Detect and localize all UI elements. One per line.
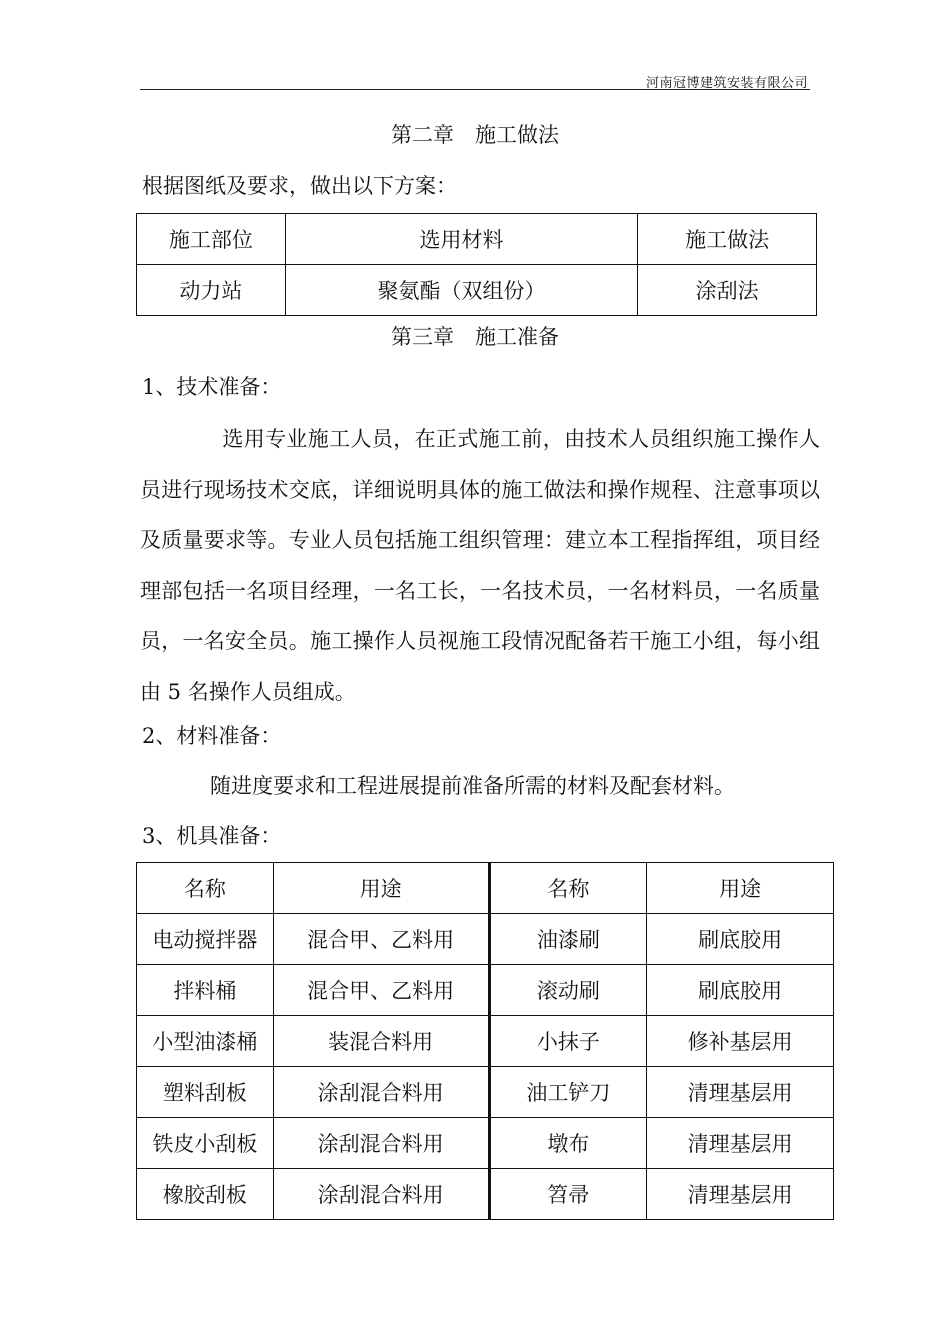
table-cell: 动力站 — [137, 265, 286, 316]
table-header-cell: 施工做法 — [638, 214, 817, 265]
table-header-row — [137, 214, 817, 265]
header-rule — [140, 89, 810, 90]
chapter2-title: 第二章 施工做法 — [391, 123, 559, 147]
table-header-row — [137, 863, 834, 914]
table-cell: 橡胶刮板 — [137, 1169, 274, 1220]
table-header-cell: 用途 — [273, 863, 489, 914]
table-row — [137, 1118, 834, 1169]
table-cell: 油工铲刀 — [489, 1067, 647, 1118]
table-header-cell: 选用材料 — [285, 214, 637, 265]
table-row — [137, 1067, 834, 1118]
table-cell: 修补基层用 — [647, 1016, 834, 1067]
header-company-name: 河南冠博建筑安装有限公司 — [645, 76, 808, 91]
table-cell: 小抹子 — [489, 1016, 647, 1067]
table-cell: 笤帚 — [489, 1169, 647, 1220]
table-cell: 墩布 — [489, 1118, 647, 1169]
section3-heading: 3、机具准备： — [142, 824, 282, 848]
table-cell: 混合甲、乙料用 — [273, 914, 489, 965]
construction-method-table — [136, 213, 817, 316]
table-cell: 铁皮小刮板 — [137, 1118, 274, 1169]
table-cell: 聚氨酯（双组份） — [285, 265, 637, 316]
table-row — [137, 1016, 834, 1067]
table-cell: 涂刮法 — [638, 265, 817, 316]
table-cell: 刷底胶用 — [647, 914, 834, 965]
section1-body-text: 选用专业施工人员，在正式施工前，由技术人员组织施工操作人员进行现场技术交底，详细说明具体的施工做法和操作规程、注意事项以及质量要求等。专业人员包括施工组织管理：建立本工程指挥组，项目经理部包括一名项目经理，一名工长，一名技术员，一名材料员，一名质量员，一名安全员。施工操作人员视施工段情况配备若干施工小组，每小组由 5 名操作人员组成。 — [140, 427, 820, 704]
table-cell: 清理基层用 — [647, 1118, 834, 1169]
table-cell: 电动搅拌器 — [137, 914, 274, 965]
table-cell: 装混合料用 — [273, 1016, 489, 1067]
table-row — [137, 965, 834, 1016]
table-cell: 清理基层用 — [647, 1169, 834, 1220]
table-row — [137, 914, 834, 965]
section1-body — [140, 414, 820, 717]
table-header-cell: 用途 — [647, 863, 834, 914]
table-cell: 拌料桶 — [137, 965, 274, 1016]
table-row — [137, 265, 817, 316]
section2-heading: 2、材料准备： — [142, 724, 282, 748]
table-cell: 涂刮混合料用 — [273, 1169, 489, 1220]
table-row — [137, 1169, 834, 1220]
chapter2-intro: 根据图纸及要求，做出以下方案： — [142, 174, 457, 198]
section1-heading: 1、技术准备： — [142, 375, 282, 399]
table-cell: 塑料刮板 — [137, 1067, 274, 1118]
table-header-cell: 名称 — [137, 863, 274, 914]
tools-table — [136, 862, 834, 1220]
chapter3-title: 第三章 施工准备 — [391, 325, 559, 349]
table-cell: 滚动刷 — [489, 965, 647, 1016]
table-cell: 清理基层用 — [647, 1067, 834, 1118]
table-cell: 涂刮混合料用 — [273, 1067, 489, 1118]
table-cell: 油漆刷 — [489, 914, 647, 965]
table-cell: 小型油漆桶 — [137, 1016, 274, 1067]
table-cell: 混合甲、乙料用 — [273, 965, 489, 1016]
table-cell: 涂刮混合料用 — [273, 1118, 489, 1169]
table-header-cell: 名称 — [489, 863, 647, 914]
table-header-cell: 施工部位 — [137, 214, 286, 265]
table-cell: 刷底胶用 — [647, 965, 834, 1016]
section2-body: 随进度要求和工程进展提前准备所需的材料及配套材料。 — [210, 774, 735, 798]
